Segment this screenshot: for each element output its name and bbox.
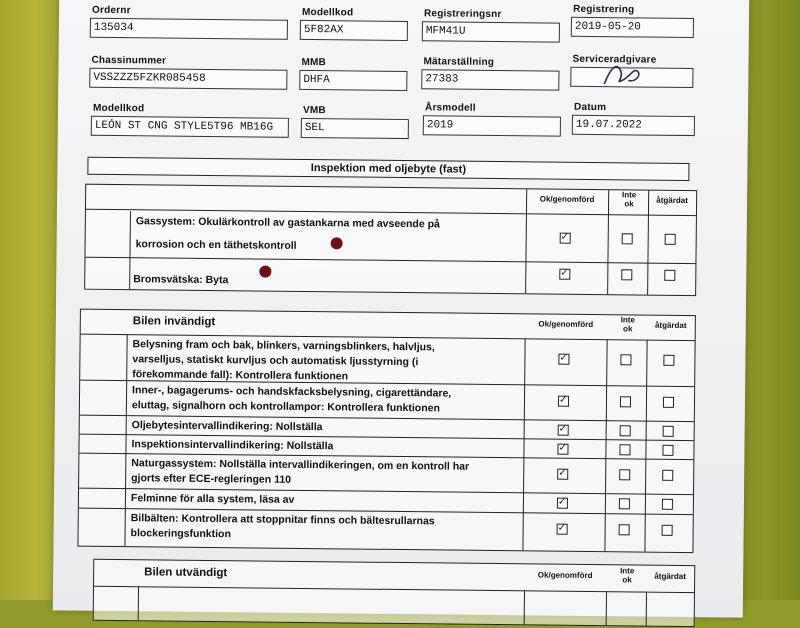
- inte-ok-checkbox[interactable]: [620, 396, 631, 407]
- chassinummer-field: VSSZZZ5FZKR085458: [89, 68, 287, 90]
- divider: [524, 590, 525, 624]
- inte-ok-checkbox[interactable]: [619, 469, 630, 480]
- mmb-field: DHFA: [299, 70, 407, 91]
- inte-ok-checkbox[interactable]: [620, 354, 631, 365]
- col-inte-ok-header: Inte ok: [621, 190, 637, 209]
- ok-checkbox[interactable]: [557, 444, 568, 455]
- row-text: Naturgassystem: Nollställa intervallindikeringen, om en kontroll har gjorts efter ECE-regleringen 110: [131, 457, 470, 486]
- modellkod2-label: Modellkod: [92, 102, 145, 115]
- ok-checkbox[interactable]: [557, 524, 568, 535]
- inspection-title: Inspektion med oljebyte (fast): [87, 157, 689, 181]
- ok-checkbox[interactable]: [557, 469, 568, 480]
- divider: [129, 211, 131, 289]
- inte-ok-checkbox[interactable]: [621, 269, 632, 280]
- section-bilen-invandigt: [77, 309, 695, 553]
- atgardat-checkbox[interactable]: [663, 355, 674, 366]
- table-row: [85, 257, 695, 287]
- divider: [646, 592, 647, 626]
- col-ok-header: Ok/genomförd: [539, 194, 595, 205]
- ok-checkbox[interactable]: [558, 354, 569, 365]
- divider: [525, 189, 527, 293]
- divider: [604, 339, 607, 551]
- inte-ok-checkbox[interactable]: [620, 425, 631, 436]
- atgardat-checkbox[interactable]: [662, 470, 673, 481]
- row-text: Bromsvätska: Byta: [133, 273, 229, 287]
- inspection-form-paper: [53, 0, 749, 618]
- col-atgardat-header: åtgärdat: [656, 195, 688, 205]
- ordernr-field: 135034: [90, 18, 288, 40]
- registrering-label: Registrering: [573, 3, 635, 16]
- signature-scribble: [598, 58, 648, 89]
- datum-label: Datum: [574, 101, 607, 114]
- vmb-label: VMB: [302, 104, 326, 117]
- section-inspection-table: [84, 184, 697, 296]
- background-left: [0, 0, 60, 600]
- ok-checkbox[interactable]: [557, 498, 568, 509]
- col-atgardat-header: åtgärdat: [654, 571, 686, 581]
- matarstallning-field: 27383: [421, 69, 559, 90]
- serviceradgivare-label: Serviceradgivare: [572, 53, 657, 66]
- divider: [606, 591, 607, 625]
- ordernr-label: Ordernr: [92, 4, 131, 17]
- ok-checkbox[interactable]: [559, 269, 570, 280]
- red-dot-marker: [331, 237, 343, 249]
- red-dot-marker: [259, 266, 271, 278]
- modellkod2-field: LEÓN ST CNG STYLE5T96 MB16G: [91, 116, 289, 138]
- inte-ok-checkbox[interactable]: [619, 444, 630, 455]
- atgardat-checkbox[interactable]: [665, 234, 676, 245]
- col-ok-header: Ok/genomförd: [538, 319, 594, 330]
- atgardat-checkbox[interactable]: [662, 445, 673, 456]
- atgardat-checkbox[interactable]: [662, 499, 673, 510]
- matarstallning-label: Mätarställning: [423, 56, 495, 68]
- row-text: Inner-, bagagerums- och handskfacksbelysning, cigarettändare, eluttag, signalhorn och kontrollampor: Kontrollera funktionen: [131, 384, 452, 415]
- vmb-field: SEL: [301, 118, 409, 139]
- inte-ok-checkbox[interactable]: [619, 524, 630, 535]
- section-title: Bilen invändigt: [132, 315, 216, 329]
- col-inte-ok-header: Inte ok: [620, 566, 635, 585]
- col-atgardat-header: åtgärdat: [654, 320, 687, 330]
- table-row: [94, 586, 694, 593]
- row-text: Bilbälten: Kontrollera att stoppnitar finns och bältesrullarnas blockeringsfunktion: [130, 512, 435, 541]
- ok-checkbox[interactable]: [558, 396, 569, 407]
- divider: [138, 586, 139, 620]
- atgardat-checkbox[interactable]: [663, 397, 674, 408]
- atgardat-checkbox[interactable]: [663, 426, 674, 437]
- atgardat-checkbox[interactable]: [662, 525, 673, 536]
- section-title: Bilen utvändigt: [144, 566, 228, 580]
- arsmodell-field: 2019: [423, 115, 561, 136]
- col-ok-header: Ok/genomförd: [537, 570, 593, 581]
- arsmodell-label: Årsmodell: [424, 102, 476, 114]
- table-row: [81, 334, 695, 383]
- divider: [607, 190, 609, 294]
- datum-field: 19.07.2022: [572, 115, 695, 136]
- row-text: Oljebytesintervallindikering: Nollställa: [131, 419, 323, 434]
- chassinummer-label: Chassinummer: [91, 54, 167, 67]
- divider: [124, 334, 127, 546]
- divider: [644, 340, 647, 552]
- modellkod-label: Modellkod: [301, 6, 354, 19]
- section-bilen-utvandigt: [93, 559, 696, 627]
- modellkod-field: 5F82AX: [300, 20, 408, 41]
- registrering-field: 2019-05-20: [571, 17, 694, 38]
- mmb-label: MMB: [301, 56, 327, 69]
- row-text: Gassystem: Okulärkontroll av gastankarna med avseende på korrosion och en täthetskontroll: [135, 215, 440, 252]
- registreringsnr-field: MFM41U: [422, 21, 560, 42]
- table-row: [86, 209, 696, 252]
- row-text: Belysning fram och bak, blinkers, varningsblinkers, halvljus, varselljus, statiskt kurvljus och automatisk ljusstyrning (i förekommande fall): Kontrollera funktionen: [132, 338, 435, 383]
- atgardat-checkbox[interactable]: [664, 270, 675, 281]
- ok-checkbox[interactable]: [558, 425, 569, 436]
- col-inte-ok-header: Inte ok: [620, 315, 636, 334]
- ok-checkbox[interactable]: [560, 233, 571, 244]
- registreringsnr-label: Registreringsnr: [423, 8, 502, 21]
- divider: [647, 191, 649, 295]
- row-text: Inspektionsintervallindikering: Nollställa: [131, 438, 334, 453]
- divider: [522, 338, 525, 550]
- row-text: Felminne för alla system, läsa av: [130, 492, 295, 506]
- inte-ok-checkbox[interactable]: [622, 233, 633, 244]
- inte-ok-checkbox[interactable]: [619, 498, 630, 509]
